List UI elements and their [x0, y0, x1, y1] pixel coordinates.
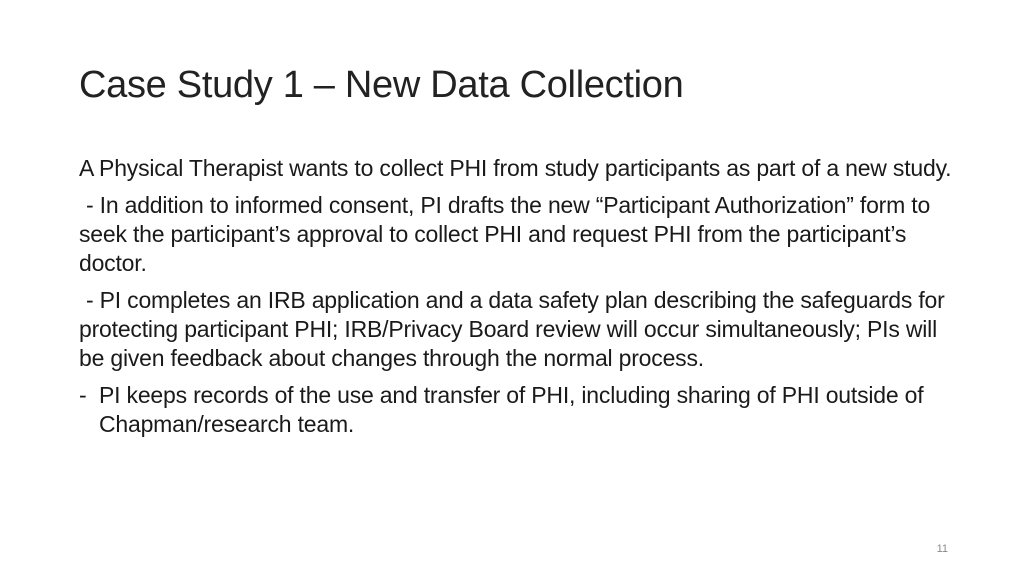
bullet-marker: - [79, 382, 87, 408]
page-number: 11 [936, 543, 948, 555]
body-paragraph-irb: - PI completes an IRB application and a data safety plan describing the safeguards for protecting participant PHI; IRB/Privacy Board review will occur simultaneously; PIs will be given feedback about changes through the normal process. [79, 287, 945, 371]
slide-title: Case Study 1 – New Data Collection [79, 64, 684, 106]
bullet-item-records [79, 381, 959, 439]
bullet-text: PI keeps records of the use and transfer of PHI, including sharing of PHI outside of Chapman/research team. [99, 382, 924, 437]
slide-body [79, 154, 959, 439]
body-paragraph-intro: A Physical Therapist wants to collect PHI from study participants as part of a new study. [79, 155, 952, 181]
body-paragraph-authorization: - In addition to informed consent, PI drafts the new “Participant Authorization” form to seek the participant’s approval to collect PHI and request PHI from the participant’s doctor. [79, 192, 931, 276]
